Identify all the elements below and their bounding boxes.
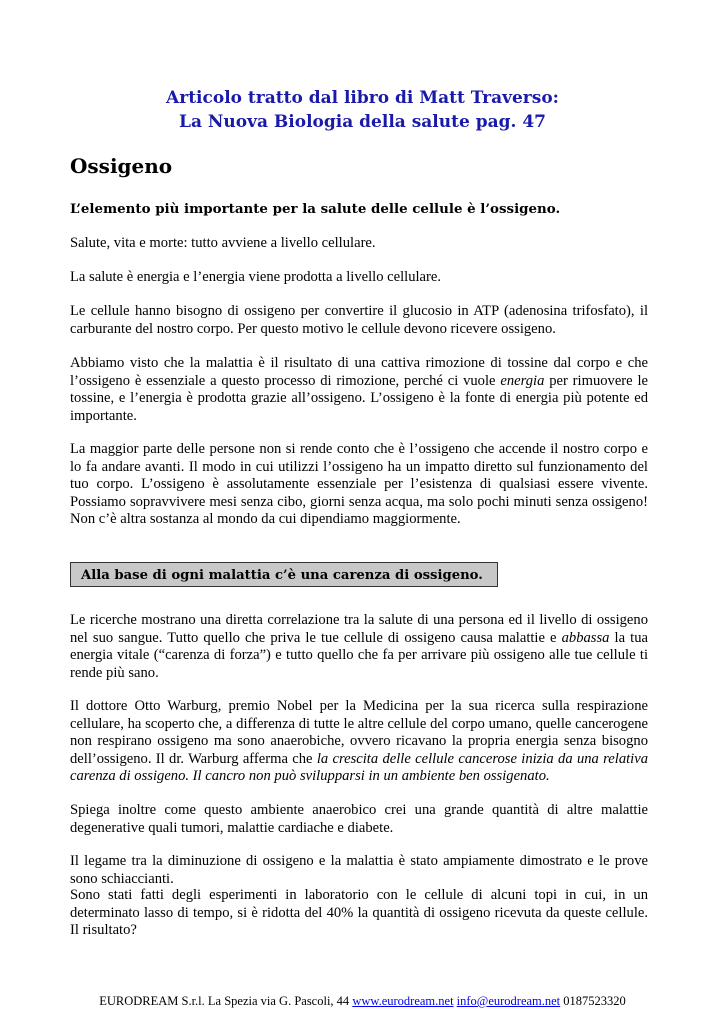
- paragraph-3: Le cellule hanno bisogno di ossigeno per convertire il glucosio in ATP (adenosina trifosfato), il carburante del nostro corpo. Per questo motivo le cellule devono ricevere ossigeno.: [70, 303, 648, 337]
- title-line-2: La Nuova Biologia della salute pag. 47: [178, 112, 546, 132]
- paragraph-6-emphasis: abbassa: [561, 629, 610, 646]
- paragraph-2: La salute è energia e l’energia viene prodotta a livello cellulare.: [70, 269, 442, 285]
- paragraph-8: Spiega inoltre come questo ambiente anaerobico crei una grande quantità di altre malattie degenerative quali tumori, malattie cardiache e diabete.: [70, 802, 648, 836]
- paragraph-5: La maggior parte delle persone non si rende conto che è l’ossigeno che accende il nostro corpo e lo fa andare avanti. Il modo in cui utilizzi l’ossigeno ha un impatto diretto sul funzionamento del tuo corpo. L’ossigeno è assolutamente essenziale per l’esistenza di qualsiasi essere vivente. Possiamo sopravvivere mesi senza cibo, giorni senza acqua, ma solo pochi minuti senza ossigeno! Non c’è altra sostanza al mondo da cui dipendiamo maggiormente.: [70, 441, 648, 527]
- paragraph-7: [70, 698, 648, 786]
- footer-company: EURODREAM S.r.l. La Spezia via G. Pascoli, 44: [99, 994, 350, 1008]
- paragraph-6-part-a: Le ricerche mostrano una diretta correlazione tra la salute di una persona ed il livello di ossigeno nel suo sangue. Tutto quello che priva le tue cellule di ossigeno causa malattie e: [70, 612, 648, 646]
- paragraph-10: Sono stati fatti degli esperimenti in laboratorio con le cellule di alcuni topi in cui, in un determinato lasso di tempo, si è ridotta del 40% la quantità di ossigeno ricevuta da queste cellule. Il risultato?: [70, 887, 648, 938]
- article-title: [0, 86, 725, 134]
- paragraph-6: [70, 612, 648, 682]
- paragraph-4: [70, 355, 648, 425]
- footer-website-link[interactable]: www.eurodream.net: [352, 994, 454, 1008]
- page-footer: [0, 993, 725, 1009]
- footer-phone: 0187523320: [563, 994, 626, 1008]
- paragraph-7-part-a: Il dottore Otto Warburg, premio Nobel per la Medicina per la sua ricerca sulla respirazione cellulare, ha scoperto che, a differenza di tutte le altre cellule del corpo umano, quelle cancerogene non respirano ossigeno ma sono anaerobiche, ovvero ricavano la propria energia senza bisogno dell’ossigeno. Il dr. Warburg afferma che: [70, 698, 648, 767]
- paragraph-7-emphasis: la crescita delle cellule cancerose inizia da una relativa carenza di ossigeno. Il cancro non può svilupparsi in un ambiente ben ossigenato.: [70, 750, 648, 784]
- lead-sentence: L’elemento più importante per la salute delle cellule è l’ossigeno.: [70, 201, 561, 217]
- footer-email-link[interactable]: info@eurodream.net: [456, 994, 561, 1008]
- paragraph-6-part-b: la tua energia vitale (“carenza di forza”) e tutto quello che fa per arrivare più ossigeno alle tue cellule ti rende più sano.: [70, 629, 648, 681]
- paragraph-1: Salute, vita e morte: tutto avviene a livello cellulare.: [70, 235, 376, 251]
- paragraph-4-part-a: Abbiamo visto che la malattia è il risultato di una cattiva rimozione di tossine dal corpo e che l’ossigeno è essenziale a questo processo di rimozione, perché ci vuole: [70, 355, 648, 389]
- paragraph-4-part-b: per rimuovere le tossine, e l’energia è prodotta grazie all’ossigeno. L’ossigeno è la fonte di energia più potente ed importante.: [70, 372, 648, 424]
- paragraph-9: Il legame tra la diminuzione di ossigeno e la malattia è stato ampiamente dimostrato e le prove sono schiaccianti.: [70, 853, 648, 887]
- callout-box: Alla base di ogni malattia c’è una carenza di ossigeno.: [70, 562, 498, 587]
- title-line-1: Articolo tratto dal libro di Matt Traverso:: [166, 88, 559, 108]
- section-heading: Ossigeno: [70, 154, 173, 178]
- paragraph-4-emphasis: energia: [500, 372, 545, 389]
